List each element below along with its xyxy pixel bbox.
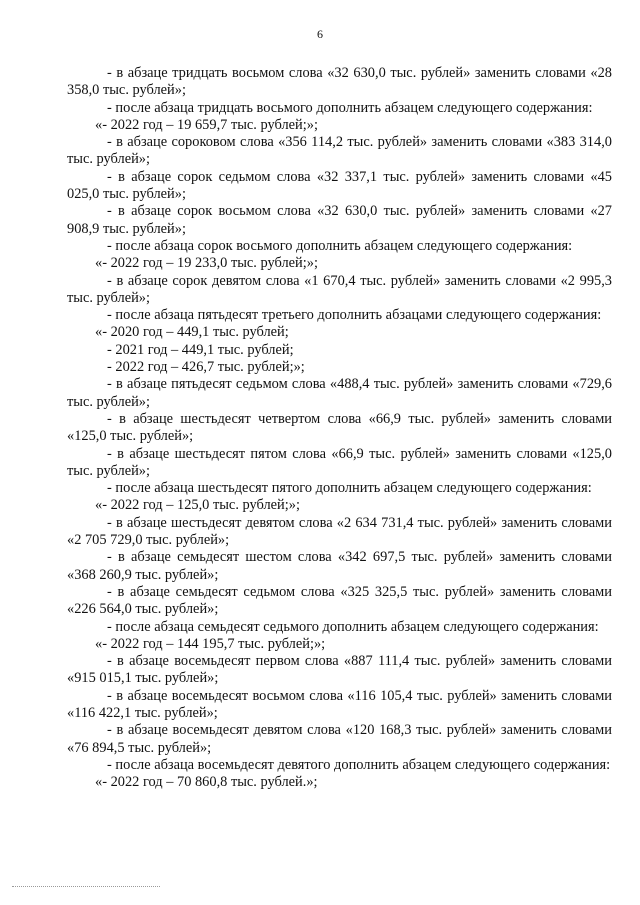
amendment-paragraph: - в абзаце шестьдесят пятом слова «66,9 тыс. рублей» заменить словами «125,0 тыс. рублей»; [67,445,612,479]
amendment-paragraph: - в абзаце пятьдесят седьмом слова «488,4 тыс. рублей» заменить словами «729,6 тыс. рублей»; [67,376,612,410]
amendment-paragraph: - в абзаце шестьдесят девятом слова «2 634 731,4 тыс. рублей» заменить словами «2 705 729,0 тыс. рублей»; [67,514,612,549]
amendment-paragraph: - в абзаце шестьдесят четвертом слова «66,9 тыс. рублей» заменить словами «125,0 тыс. рублей»; [67,410,612,445]
amendment-paragraph: - после абзаца семьдесят седьмого дополнить абзацем следующего содержания: [107,618,599,635]
amendment-paragraph: - в абзаце сорок седьмом слова «32 337,1 тыс. рублей» заменить словами «45 025,0 тыс. рублей»; [67,168,612,203]
amendment-paragraph: - после абзаца восемьдесят девятого дополнить абзацем следующего содержания: [107,756,611,773]
amendment-paragraph: - после абзаца тридцать восьмого дополнить абзацем следующего содержания: [107,99,593,116]
amendment-paragraph: - в абзаце восемьдесят девятом слова «120 168,3 тыс. рублей» заменить словами «76 894,5 тыс. рублей»; [67,722,612,756]
amendment-paragraph: - в абзаце восемьдесят восьмом слова «116 105,4 тыс. рублей» заменить словами «116 422,1 тыс. рублей»; [67,687,612,721]
amendment-paragraph: - 2022 год – 426,7 тыс. рублей;»; [107,359,305,376]
amendment-paragraph: «- 2022 год – 144 195,7 тыс. рублей;»; [95,635,326,652]
amendment-paragraph: - в абзаце семьдесят седьмом слова «325 325,5 тыс. рублей» заменить словами «226 564,0 тыс. рублей»; [67,583,612,618]
footer-divider [12,886,160,887]
page-number: 6 [317,27,323,41]
amendment-paragraph: - в абзаце сорок восьмом слова «32 630,0 тыс. рублей» заменить словами «27 908,9 тыс. рублей»; [67,203,612,237]
amendment-paragraph: - после абзаца сорок восьмого дополнить абзацем следующего содержания: [107,237,573,254]
amendment-paragraph: «- 2022 год – 125,0 тыс. рублей;»; [95,497,300,514]
amendment-paragraph: - после абзаца пятьдесят третьего дополнить абзацами следующего содержания: [107,307,602,324]
amendment-paragraph: - в абзаце восемьдесят первом слова «887 111,4 тыс. рублей» заменить словами «915 015,1 тыс. рублей»; [67,653,612,687]
amendment-paragraph: - в абзаце сорок девятом слова «1 670,4 тыс. рублей» заменить словами «2 995,3 тыс. рублей»; [67,272,612,306]
amendment-paragraph: «- 2022 год – 19 233,0 тыс. рублей;»; [95,255,318,272]
document-body [67,65,612,791]
amendment-paragraph: - в абзаце сороковом слова «356 114,2 тыс. рублей» заменить словами «383 314,0 тыс. рублей»; [67,134,612,168]
amendment-paragraph: «- 2022 год – 70 860,8 тыс. рублей.»; [95,774,318,791]
amendment-paragraph: - после абзаца шестьдесят пятого дополнить абзацем следующего содержания: [107,480,592,497]
amendment-paragraph: - в абзаце семьдесят шестом слова «342 697,5 тыс. рублей» заменить словами «368 260,9 тыс. рублей»; [67,549,612,583]
amendment-paragraph: «- 2022 год – 19 659,7 тыс. рублей;»; [95,116,318,133]
amendment-paragraph: - в абзаце тридцать восьмом слова «32 630,0 тыс. рублей» заменить словами «28 358,0 тыс. рублей»; [67,65,612,99]
amendment-paragraph: - 2021 год – 449,1 тыс. рублей; [107,341,294,358]
amendment-paragraph: «- 2020 год – 449,1 тыс. рублей; [95,324,289,341]
